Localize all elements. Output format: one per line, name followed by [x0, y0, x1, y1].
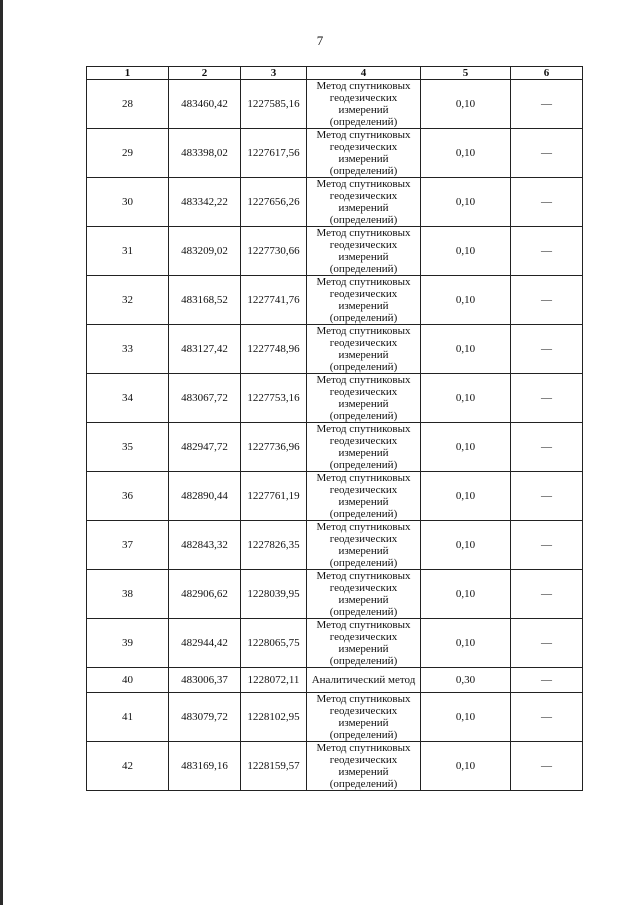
method-cell: Метод спутниковых геодезических измерений (определений): [307, 423, 421, 472]
coordinates-table: [86, 66, 583, 791]
accuracy-cell: 0,10: [421, 227, 511, 276]
table-row: [87, 325, 583, 374]
note-cell: —: [511, 80, 583, 129]
method-cell: Метод спутниковых геодезических измерений (определений): [307, 472, 421, 521]
accuracy-cell: 0,10: [421, 472, 511, 521]
accuracy-cell: 0,10: [421, 178, 511, 227]
y-coordinate-cell: 1227741,76: [241, 276, 307, 325]
x-coordinate-cell: 482944,42: [169, 619, 241, 668]
header-col-5: 5: [421, 67, 511, 80]
method-cell: Метод спутниковых геодезических измерений (определений): [307, 742, 421, 791]
method-cell: Метод спутниковых геодезических измерений (определений): [307, 325, 421, 374]
table-row: [87, 472, 583, 521]
method-cell: Метод спутниковых геодезических измерений (определений): [307, 521, 421, 570]
y-coordinate-cell: 1227617,56: [241, 129, 307, 178]
table-row: [87, 521, 583, 570]
x-coordinate-cell: 482906,62: [169, 570, 241, 619]
method-cell: Метод спутниковых геодезических измерений (определений): [307, 570, 421, 619]
point-number-cell: 30: [87, 178, 169, 227]
table-row: [87, 129, 583, 178]
scan-left-edge: [0, 0, 3, 905]
point-number-cell: 28: [87, 80, 169, 129]
x-coordinate-cell: 483342,22: [169, 178, 241, 227]
x-coordinate-cell: 483006,37: [169, 668, 241, 693]
note-cell: —: [511, 472, 583, 521]
table-row: [87, 570, 583, 619]
point-number-cell: 37: [87, 521, 169, 570]
y-coordinate-cell: 1228159,57: [241, 742, 307, 791]
note-cell: —: [511, 742, 583, 791]
note-cell: —: [511, 129, 583, 178]
table-row: [87, 742, 583, 791]
point-number-cell: 29: [87, 129, 169, 178]
y-coordinate-cell: 1227826,35: [241, 521, 307, 570]
accuracy-cell: 0,10: [421, 693, 511, 742]
x-coordinate-cell: 483067,72: [169, 374, 241, 423]
page-number: 7: [316, 33, 324, 48]
table-row: [87, 80, 583, 129]
header-col-2: 2: [169, 67, 241, 80]
accuracy-cell: 0,30: [421, 668, 511, 693]
y-coordinate-cell: 1228039,95: [241, 570, 307, 619]
method-cell: Метод спутниковых геодезических измерений (определений): [307, 129, 421, 178]
method-cell: Метод спутниковых геодезических измерений (определений): [307, 619, 421, 668]
method-cell: Метод спутниковых геодезических измерений (определений): [307, 693, 421, 742]
point-number-cell: 31: [87, 227, 169, 276]
note-cell: —: [511, 668, 583, 693]
note-cell: —: [511, 178, 583, 227]
table-row: [87, 423, 583, 472]
method-cell: Метод спутниковых геодезических измерений (определений): [307, 227, 421, 276]
x-coordinate-cell: 483079,72: [169, 693, 241, 742]
accuracy-cell: 0,10: [421, 570, 511, 619]
y-coordinate-cell: 1227748,96: [241, 325, 307, 374]
point-number-cell: 39: [87, 619, 169, 668]
header-col-6: 6: [511, 67, 583, 80]
accuracy-cell: 0,10: [421, 374, 511, 423]
x-coordinate-cell: 482947,72: [169, 423, 241, 472]
note-cell: —: [511, 693, 583, 742]
y-coordinate-cell: 1227753,16: [241, 374, 307, 423]
note-cell: —: [511, 619, 583, 668]
point-number-cell: 35: [87, 423, 169, 472]
accuracy-cell: 0,10: [421, 129, 511, 178]
note-cell: —: [511, 374, 583, 423]
point-number-cell: 38: [87, 570, 169, 619]
y-coordinate-cell: 1227736,96: [241, 423, 307, 472]
y-coordinate-cell: 1227730,66: [241, 227, 307, 276]
header-col-1: 1: [87, 67, 169, 80]
note-cell: —: [511, 325, 583, 374]
note-cell: —: [511, 521, 583, 570]
point-number-cell: 40: [87, 668, 169, 693]
note-cell: —: [511, 276, 583, 325]
accuracy-cell: 0,10: [421, 742, 511, 791]
note-cell: —: [511, 423, 583, 472]
point-number-cell: 34: [87, 374, 169, 423]
x-coordinate-cell: 483460,42: [169, 80, 241, 129]
table-row: [87, 668, 583, 693]
x-coordinate-cell: 482890,44: [169, 472, 241, 521]
accuracy-cell: 0,10: [421, 80, 511, 129]
y-coordinate-cell: 1227761,19: [241, 472, 307, 521]
header-col-4: 4: [307, 67, 421, 80]
note-cell: —: [511, 570, 583, 619]
point-number-cell: 36: [87, 472, 169, 521]
method-cell: Метод спутниковых геодезических измерений (определений): [307, 178, 421, 227]
x-coordinate-cell: 482843,32: [169, 521, 241, 570]
point-number-cell: 33: [87, 325, 169, 374]
y-coordinate-cell: 1228072,11: [241, 668, 307, 693]
table-row: [87, 693, 583, 742]
table-row: [87, 276, 583, 325]
x-coordinate-cell: 483127,42: [169, 325, 241, 374]
table-row: [87, 178, 583, 227]
table-header-row: [87, 67, 583, 80]
point-number-cell: 41: [87, 693, 169, 742]
accuracy-cell: 0,10: [421, 521, 511, 570]
x-coordinate-cell: 483169,16: [169, 742, 241, 791]
method-cell: Метод спутниковых геодезических измерений (определений): [307, 374, 421, 423]
x-coordinate-cell: 483168,52: [169, 276, 241, 325]
table-row: [87, 619, 583, 668]
point-number-cell: 42: [87, 742, 169, 791]
accuracy-cell: 0,10: [421, 276, 511, 325]
x-coordinate-cell: 483398,02: [169, 129, 241, 178]
y-coordinate-cell: 1228065,75: [241, 619, 307, 668]
method-cell: Метод спутниковых геодезических измерений (определений): [307, 276, 421, 325]
accuracy-cell: 0,10: [421, 619, 511, 668]
table-row: [87, 374, 583, 423]
x-coordinate-cell: 483209,02: [169, 227, 241, 276]
point-number-cell: 32: [87, 276, 169, 325]
header-col-3: 3: [241, 67, 307, 80]
accuracy-cell: 0,10: [421, 325, 511, 374]
method-cell: Аналитический метод: [307, 668, 421, 693]
accuracy-cell: 0,10: [421, 423, 511, 472]
table-body: [87, 80, 583, 791]
y-coordinate-cell: 1227585,16: [241, 80, 307, 129]
method-cell: Метод спутниковых геодезических измерений (определений): [307, 80, 421, 129]
y-coordinate-cell: 1227656,26: [241, 178, 307, 227]
y-coordinate-cell: 1228102,95: [241, 693, 307, 742]
table-row: [87, 227, 583, 276]
note-cell: —: [511, 227, 583, 276]
